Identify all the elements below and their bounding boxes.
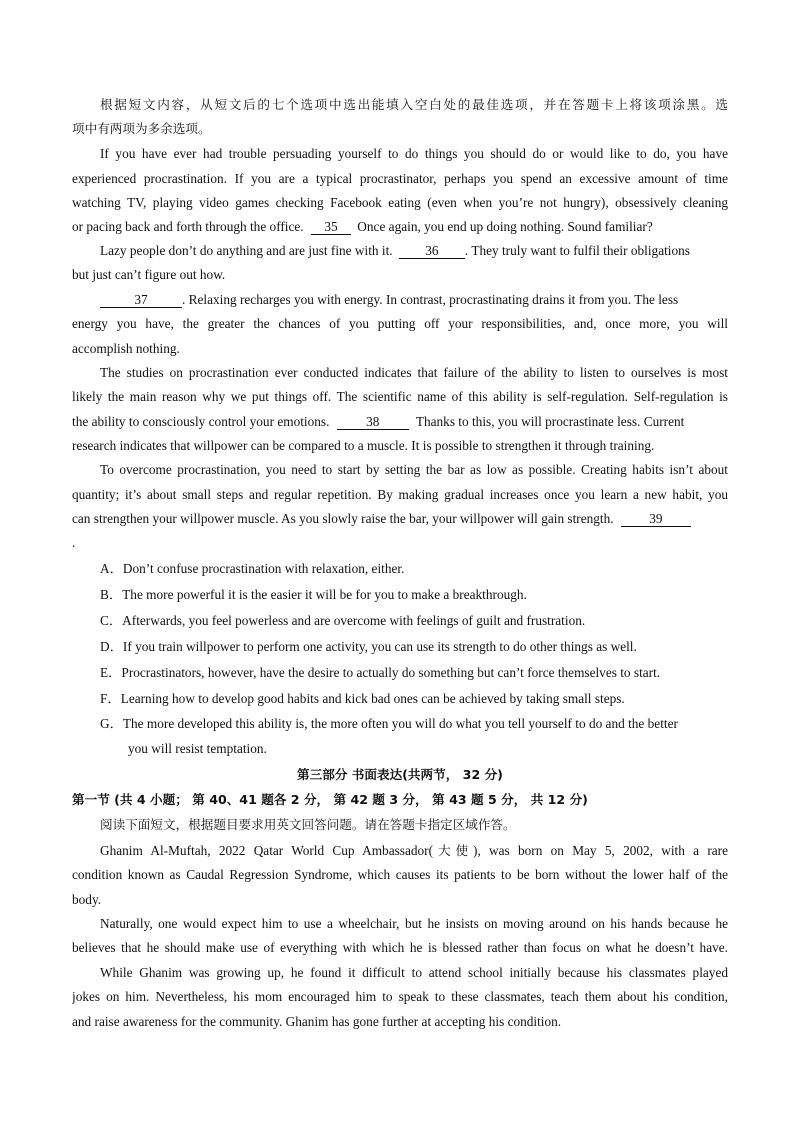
blank-36[interactable]: 36 [399, 243, 465, 259]
blank-35[interactable]: 35 [311, 219, 351, 235]
p1-line-2: experienced procrastination. If you are a typical procrastinator, perhaps you spend an excessive amount of time [72, 171, 728, 186]
p4-line-3-text-a: the ability to consciously control your emotions. [72, 414, 330, 429]
p2-line-1-text-b: . They truly want to fulfil their obligations [464, 243, 690, 258]
p1-line-4-text-a: or pacing back and forth through the office. [72, 219, 304, 234]
passage2-ambassador-cn: 大使 [433, 843, 474, 858]
option-g-text-line-2: you will resist temptation. [128, 741, 267, 756]
p5-line-2: quantity; it’s about small steps and regular repetition. By making gradual increases once you learn a new habit, you [72, 487, 728, 502]
section1-heading: 第一节 (共 4 小题； 第 40、41 题各 2 分， 第 42 题 3 分， 第 43 题 5 分， 共 12 分) [72, 792, 588, 807]
p3-line-3: accomplish nothing. [72, 341, 180, 356]
blank-39[interactable]: 39 [621, 511, 691, 527]
option-g[interactable] [100, 715, 678, 733]
passage2-p2-line-1: Naturally, one would expect him to use a wheelchair, but he insists on moving around on his hands because he [100, 916, 728, 931]
p4-line-3 [72, 413, 684, 431]
option-f[interactable] [100, 690, 625, 708]
p5-line-3-text: can strengthen your willpower muscle. As you slowly raise the bar, your willpower will gain strength. [72, 511, 614, 526]
p1-line-3: watching TV, playing video games checking Facebook eating (even when you’re not hungry), obsessively cleaning [72, 195, 728, 210]
p2-line-1 [100, 242, 690, 260]
passage2-p1-line-2: condition known as Caudal Regression Syndrome, which causes its patients to be born without the lower half of the [72, 867, 728, 882]
passage2-p3-line-3: and raise awareness for the community. Ghanim has gone further at accepting his condition. [72, 1014, 562, 1029]
option-g-text: The more developed this ability is, the more often you will do what you tell yourself to do and the better [122, 716, 678, 731]
p1-line-4 [72, 218, 653, 236]
option-e-text: Procrastinators, however, have the desire to actually do something but can’t force themselves to start. [121, 665, 661, 680]
option-b[interactable] [100, 586, 527, 604]
passage2-p1-line-1 [100, 842, 728, 860]
blank-38[interactable]: 38 [337, 414, 409, 430]
option-b-text: The more powerful it is the easier it will be for you to make a breakthrough. [122, 587, 527, 602]
section1-directions: 阅读下面短文，根据题目要求用英文回答问题。请在答题卡指定区域作答。 [100, 817, 516, 832]
p5-line-1: To overcome procrastination, you need to start by setting the bar as low as possible. Creating habits isn’t about [100, 462, 728, 477]
p4-line-4: research indicates that willpower can be compared to a muscle. It is possible to strengthen it through training. [72, 438, 655, 453]
p1-line-1: If you have ever had trouble persuading yourself to do things you should do or would like to do, you have [100, 146, 728, 161]
p3-line-2: energy you have, the greater the chances of you putting off your responsibilities, and, once more, you will [72, 316, 728, 331]
option-d-letter: D． [100, 639, 123, 654]
p2-line-1-text-a: Lazy people don’t do anything and are just fine with it. [100, 243, 393, 258]
option-c-letter: C． [100, 613, 123, 628]
p5-line-4: . [72, 535, 76, 550]
option-e-letter: E． [100, 665, 122, 680]
option-f-letter: F． [100, 691, 121, 706]
option-d[interactable] [100, 638, 637, 656]
part3-title: 第三部分 书面表达(共两节， 32 分) [297, 767, 503, 782]
option-c-text: Afterwards, you feel powerless and are overcome with feelings of guilt and frustration. [122, 613, 586, 628]
option-g-letter: G． [100, 716, 123, 731]
option-b-letter: B． [100, 587, 123, 602]
p4-line-1: The studies on procrastination ever conducted indicates that failure of the ability to listen to ourselves is most [100, 365, 728, 380]
option-c[interactable] [100, 612, 585, 630]
passage2-p1-line-1-text-b: ), was born on May 5, 2002, with a rare [473, 843, 728, 858]
option-a-text: Don’t confuse procrastination with relaxation, either. [122, 561, 405, 576]
passage2-p1-line-3: body. [72, 892, 102, 907]
p1-line-4-text-b: Once again, you end up doing nothing. Sound familiar? [357, 219, 653, 234]
option-a[interactable] [100, 560, 404, 578]
p4-line-3-text-b: Thanks to this, you will procrastinate less. Current [415, 414, 685, 429]
passage2-p3-line-2: jokes on him. Nevertheless, his mom encouraged him to speak to these classmates, teach them about his condition, [72, 989, 728, 1004]
blank-37[interactable]: 37 [100, 292, 182, 308]
option-f-text: Learning how to develop good habits and kick bad ones can be achieved by taking small steps. [120, 691, 625, 706]
option-d-text: If you train willpower to perform one activity, you can use its strength to do other things as well. [122, 639, 637, 654]
p3-line-1 [100, 291, 678, 309]
passage2-p2-line-2: believes that he should make use of everything with which he is blessed rather than focus on what he doesn’t have. [72, 940, 728, 955]
p4-line-2: likely the main reason why we put things off. The scientific name of this ability is self-regulation. Self-regulation is [72, 389, 728, 404]
passage2-p3-line-1: While Ghanim was growing up, he found it difficult to attend school initially because his classmates played [100, 965, 728, 980]
p3-line-1-text: . Relaxing recharges you with energy. In contrast, procrastinating drains it from you. The less [182, 292, 679, 307]
instructions-line-1: 根据短文内容，从短文后的七个选项中选出能填入空白处的最佳选项，并在答题卡上将该项涂黑。选 [100, 97, 728, 112]
instructions-line-2: 项中有两项为多余选项。 [72, 121, 211, 136]
option-e[interactable] [100, 664, 660, 682]
p2-line-2: but just can’t figure out how. [72, 267, 226, 282]
option-a-letter: A． [100, 561, 123, 576]
p5-line-3 [72, 510, 691, 528]
passage2-p1-line-1-text-a: Ghanim Al-Muftah, 2022 Qatar World Cup Ambassador( [100, 843, 434, 858]
